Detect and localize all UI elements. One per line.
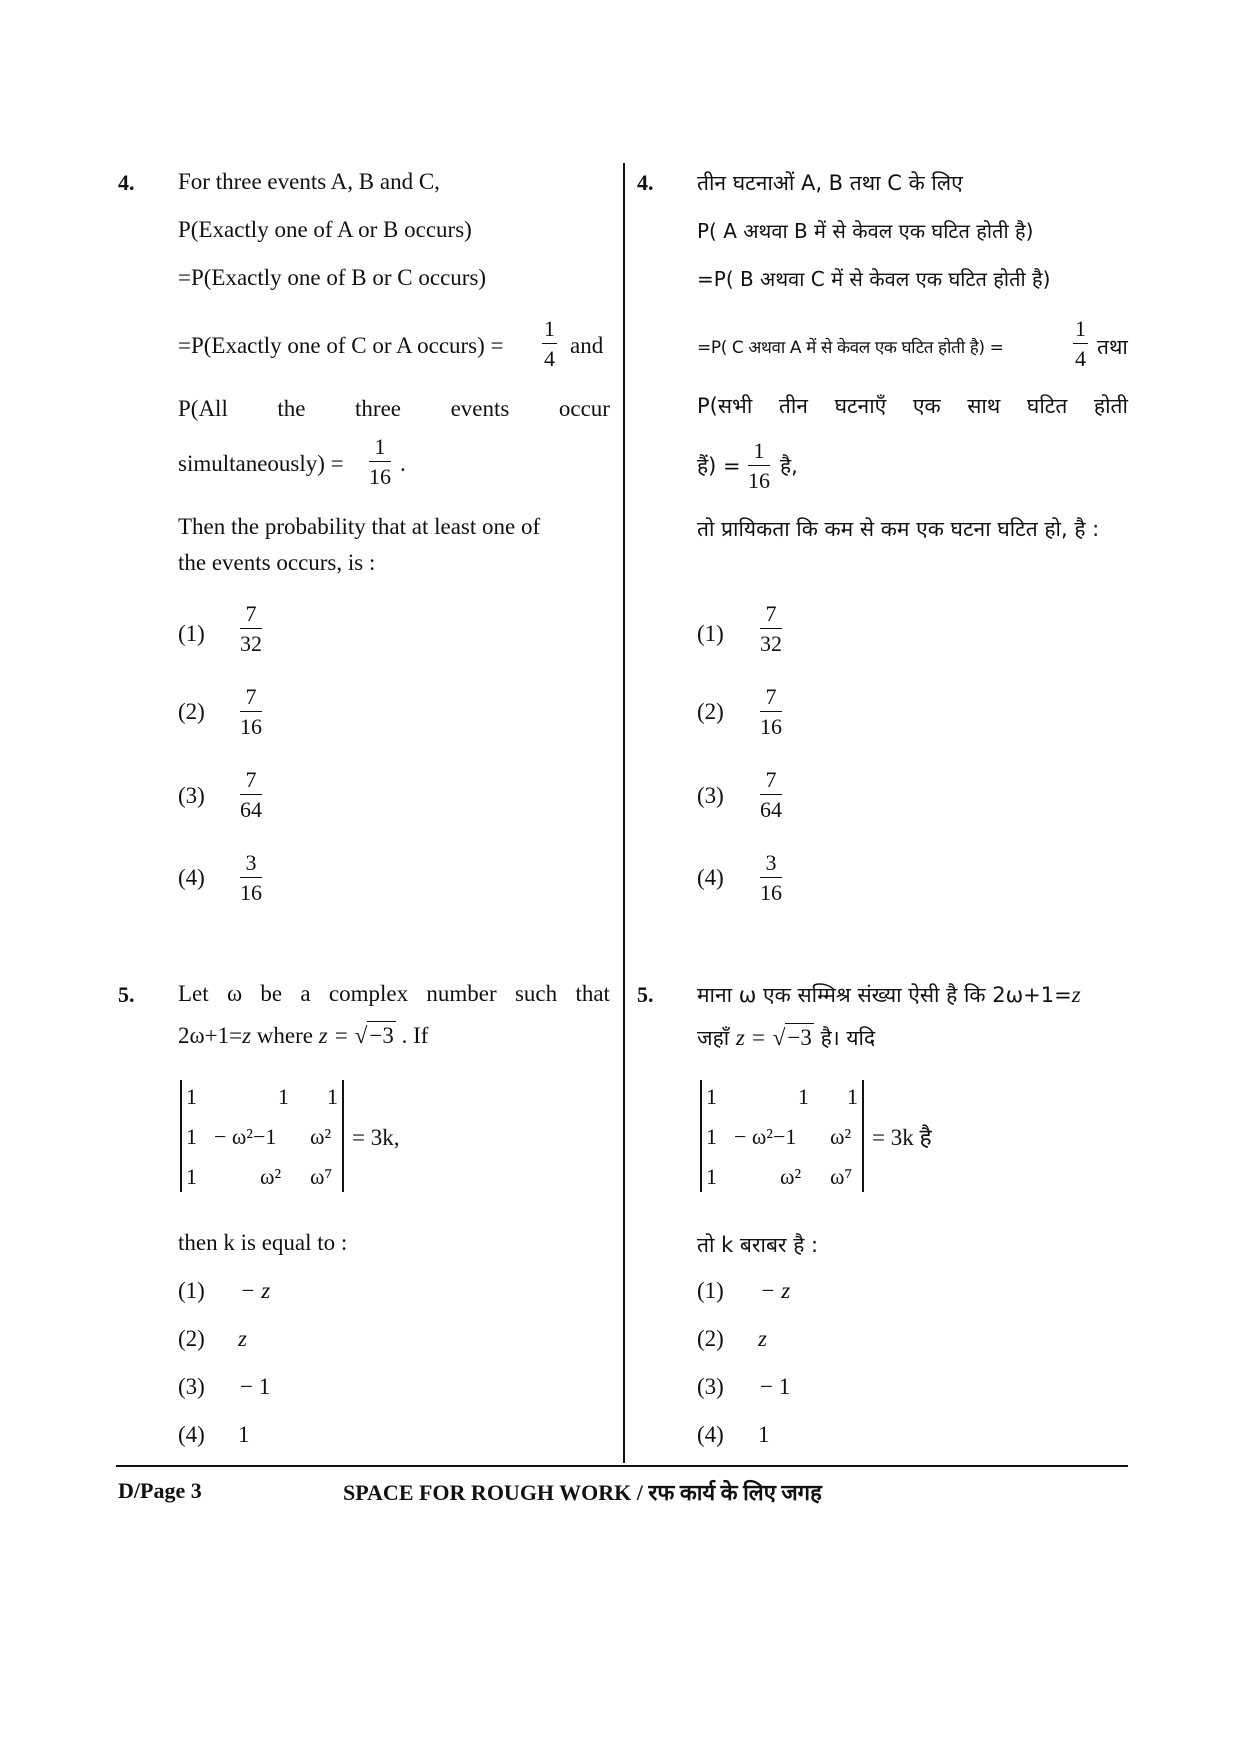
q4-en-line5: P(All the three events occur <box>178 396 610 421</box>
q5-en-m33: ω⁷ <box>310 1164 333 1189</box>
q5-hi-det-right-bar <box>862 1080 864 1192</box>
q4-hi-line3: =P( B अथवा C में से केवल एक घटित होती है) <box>697 267 1051 291</box>
q5-hi-option-2-label[interactable]: (2) <box>697 1326 724 1351</box>
q4-en-option-3-value: 7 64 <box>240 767 262 822</box>
q4-en-option-1-value: 7 32 <box>240 601 262 656</box>
q4-en-option-3-label[interactable]: (3) <box>178 783 205 808</box>
q4-hi-fraction-one-quarter: 1 4 <box>1075 316 1086 371</box>
q5-hi-option-3-value: − 1 <box>760 1374 791 1399</box>
q5-en-option-4-value: 1 <box>238 1422 250 1447</box>
q5-en-det-equals: = 3k, <box>352 1125 400 1150</box>
footer-rule <box>116 1465 1128 1467</box>
q4-en-option-2-value: 7 16 <box>240 684 262 739</box>
q4-en-option-4-label[interactable]: (4) <box>178 865 205 890</box>
q5-en-line2: 2ω+1=z where z = √−3 . If <box>178 1023 429 1048</box>
q4-hi-option-4-value: 3 16 <box>760 850 782 905</box>
q5-en-m31: 1 <box>186 1164 197 1189</box>
q5-en-option-3-value: − 1 <box>240 1374 271 1399</box>
q5-hi-m11: 1 <box>706 1084 717 1109</box>
q5-en-option-1-label[interactable]: (1) <box>178 1278 205 1303</box>
q4-hi-line6-hai: है, <box>780 454 798 478</box>
q4-en-line6-period: . <box>400 451 406 476</box>
q5-en-then: then k is equal to : <box>178 1230 348 1255</box>
q5-hi-m12: 1 <box>798 1084 809 1109</box>
q5-en-m11: 1 <box>186 1084 197 1109</box>
q4-hi-option-2-value: 7 16 <box>760 684 782 739</box>
q5-en-m12: 1 <box>278 1084 289 1109</box>
q4-hi-line5: P(सभी तीन घटनाएँ एक साथ घटित होती <box>697 394 1128 418</box>
q4-hi-option-3-value: 7 64 <box>760 767 782 822</box>
q4-en-line8: the events occurs, is : <box>178 550 376 575</box>
q5-en-line1: Let ω be a complex number such that <box>178 981 610 1006</box>
q5-hi-m32: ω² <box>780 1164 802 1189</box>
q4-en-line2: P(Exactly one of A or B occurs) <box>178 217 472 242</box>
q5-en-m22: − ω²−1 <box>214 1124 277 1149</box>
q5-hi-option-1-label[interactable]: (1) <box>697 1278 724 1303</box>
q4-hi-line2: P( A अथवा B में से केवल एक घटित होती है) <box>697 219 1034 243</box>
q5-hi-m21: 1 <box>706 1124 717 1149</box>
q4-hi-fraction-one-sixteenth: 1 16 <box>748 438 770 493</box>
q5-number-hi: 5. <box>637 982 654 1007</box>
q4-en-line4-and: and <box>570 333 604 358</box>
q5-hi-det-equals: = 3k है <box>872 1125 932 1150</box>
q4-hi-option-3-label[interactable]: (3) <box>697 783 724 808</box>
q4-number-hi: 4. <box>637 170 654 195</box>
q5-hi-then: तो k बराबर है : <box>697 1233 819 1257</box>
q4-en-fraction-one-sixteenth: 1 16 <box>369 434 391 489</box>
page-number: D/Page 3 <box>118 1478 202 1503</box>
q5-number-en: 5. <box>118 982 135 1007</box>
q4-hi-line6: हैं) = <box>697 454 741 478</box>
q5-en-option-2-value: z <box>238 1326 247 1351</box>
q4-hi-line4-tatha: तथा <box>1097 335 1128 359</box>
q4-hi-option-2-label[interactable]: (2) <box>697 699 724 724</box>
q4-en-option-4-value: 3 16 <box>240 850 262 905</box>
q4-en-option-2-label[interactable]: (2) <box>178 699 205 724</box>
q4-en-line7: Then the probability that at least one of <box>178 514 541 539</box>
q5-hi-option-4-value: 1 <box>758 1422 770 1447</box>
q4-en-fraction-one-quarter: 1 4 <box>544 316 555 371</box>
q5-en-option-2-label[interactable]: (2) <box>178 1326 205 1351</box>
q5-en-m32: ω² <box>260 1164 282 1189</box>
q4-number-en: 4. <box>118 170 135 195</box>
q5-hi-option-2-value: z <box>758 1326 767 1351</box>
q5-hi-line2: जहाँ z = √−3 है। यदि <box>697 1025 876 1050</box>
q5-hi-m23: ω² <box>830 1124 852 1149</box>
q4-en-line6: simultaneously) = <box>178 451 344 476</box>
q4-hi-line1: तीन घटनाओं A, B तथा C के लिए <box>697 171 963 195</box>
q4-hi-option-1-value: 7 32 <box>760 601 782 656</box>
q5-en-m21: 1 <box>186 1124 197 1149</box>
q5-hi-option-3-label[interactable]: (3) <box>697 1374 724 1399</box>
q5-en-option-3-label[interactable]: (3) <box>178 1374 205 1399</box>
q4-hi-line4: =P( C अथवा A में से केवल एक घटित होती है) = <box>697 338 1004 358</box>
q4-en-line1: For three events A, B and C, <box>178 169 440 194</box>
q5-en-option-4-label[interactable]: (4) <box>178 1422 205 1447</box>
q5-hi-m33: ω⁷ <box>830 1164 853 1189</box>
q4-hi-option-4-label[interactable]: (4) <box>697 865 724 890</box>
q5-hi-option-4-label[interactable]: (4) <box>697 1422 724 1447</box>
q5-hi-m22: − ω²−1 <box>734 1124 797 1149</box>
q5-en-option-1-value: − z <box>240 1278 271 1303</box>
q4-en-line3: =P(Exactly one of B or C occurs) <box>178 265 487 290</box>
q5-en-det-left-bar <box>180 1080 182 1192</box>
q5-hi-det-left-bar <box>700 1080 702 1192</box>
q5-hi-m31: 1 <box>706 1164 717 1189</box>
q5-hi-line1: माना ω एक सम्मिश्र संख्या ऐसी है कि 2ω+1=z <box>697 982 1081 1007</box>
q4-hi-line7: तो प्रायिकता कि कम से कम एक घटना घटित हो, है : <box>697 517 1100 541</box>
q4-hi-option-1-label[interactable]: (1) <box>697 621 724 646</box>
q5-hi-m13: 1 <box>847 1084 858 1109</box>
rough-work-label: SPACE FOR ROUGH WORK / रफ कार्य के लिए जगह <box>343 1480 822 1505</box>
q4-en-option-1-label[interactable]: (1) <box>178 621 205 646</box>
q5-en-m23: ω² <box>310 1124 332 1149</box>
q4-en-line4: =P(Exactly one of C or A occurs) = <box>178 333 504 358</box>
q5-en-m13: 1 <box>327 1084 338 1109</box>
q5-hi-option-1-value: − z <box>760 1278 791 1303</box>
q5-en-det-right-bar <box>342 1080 344 1192</box>
column-divider <box>623 163 625 1463</box>
